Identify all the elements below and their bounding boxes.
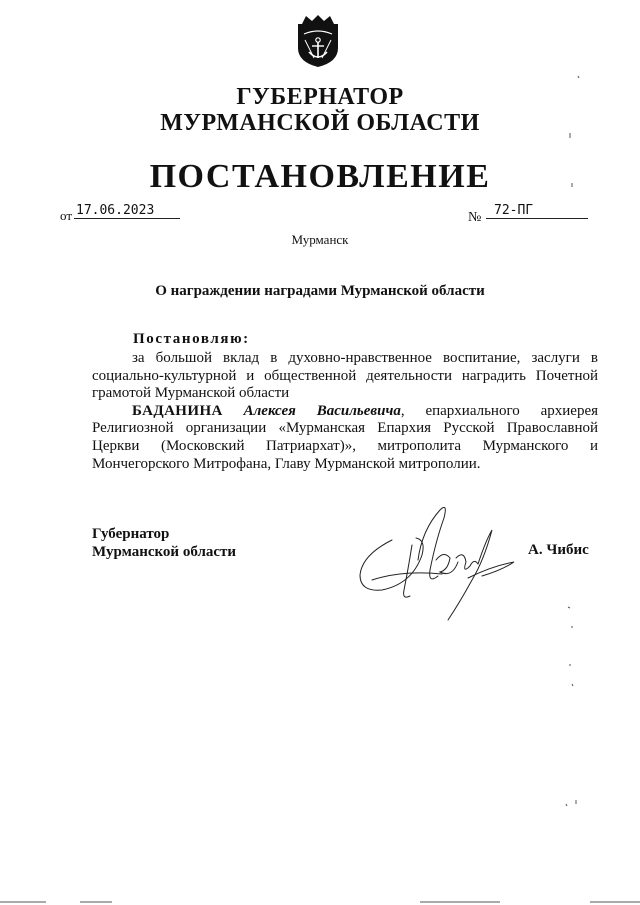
document-type-heading: ПОСТАНОВЛЕНИЕ <box>149 158 491 195</box>
date-prefix: от <box>60 208 73 223</box>
signatory-name: А. Чибис <box>528 542 589 558</box>
city-label: Мурманск <box>291 232 349 247</box>
document-number: 72-ПГ <box>486 203 588 219</box>
body-paragraph-1: за большой вклад в духовно-нравственное воспитание, заслуги в социально-культурной и общественной деятельности наградить Почетной грамотой Мурманской области <box>92 350 598 402</box>
awardee-position: , епархиального архиерея Религиозной организации «Мурманская Епархия Русской Православной Церкви (Московский Патриархат)», митрополита Мурманского и Мончегорского Митрофана, Главу Мурманской митрополии. <box>92 402 598 472</box>
signatory-title-line2: Мурманской области <box>92 544 237 560</box>
document-date: 17.06.2023 <box>74 203 180 219</box>
signatory-title-line1: Губернатор <box>92 526 170 542</box>
document-subject: О награждении наградами Мурманской области <box>155 283 485 299</box>
organization-title-line2: МУРМАНСКОЙ ОБЛАСТИ <box>160 110 480 136</box>
awardee-surname: БАДАНИНА <box>132 402 223 419</box>
number-prefix: № <box>468 210 482 225</box>
decree-word: Постановляю: <box>133 331 250 347</box>
organization-title-line1: ГУБЕРНАТОР <box>236 84 404 110</box>
awardee-name: Алексея Васильевича <box>243 402 401 419</box>
